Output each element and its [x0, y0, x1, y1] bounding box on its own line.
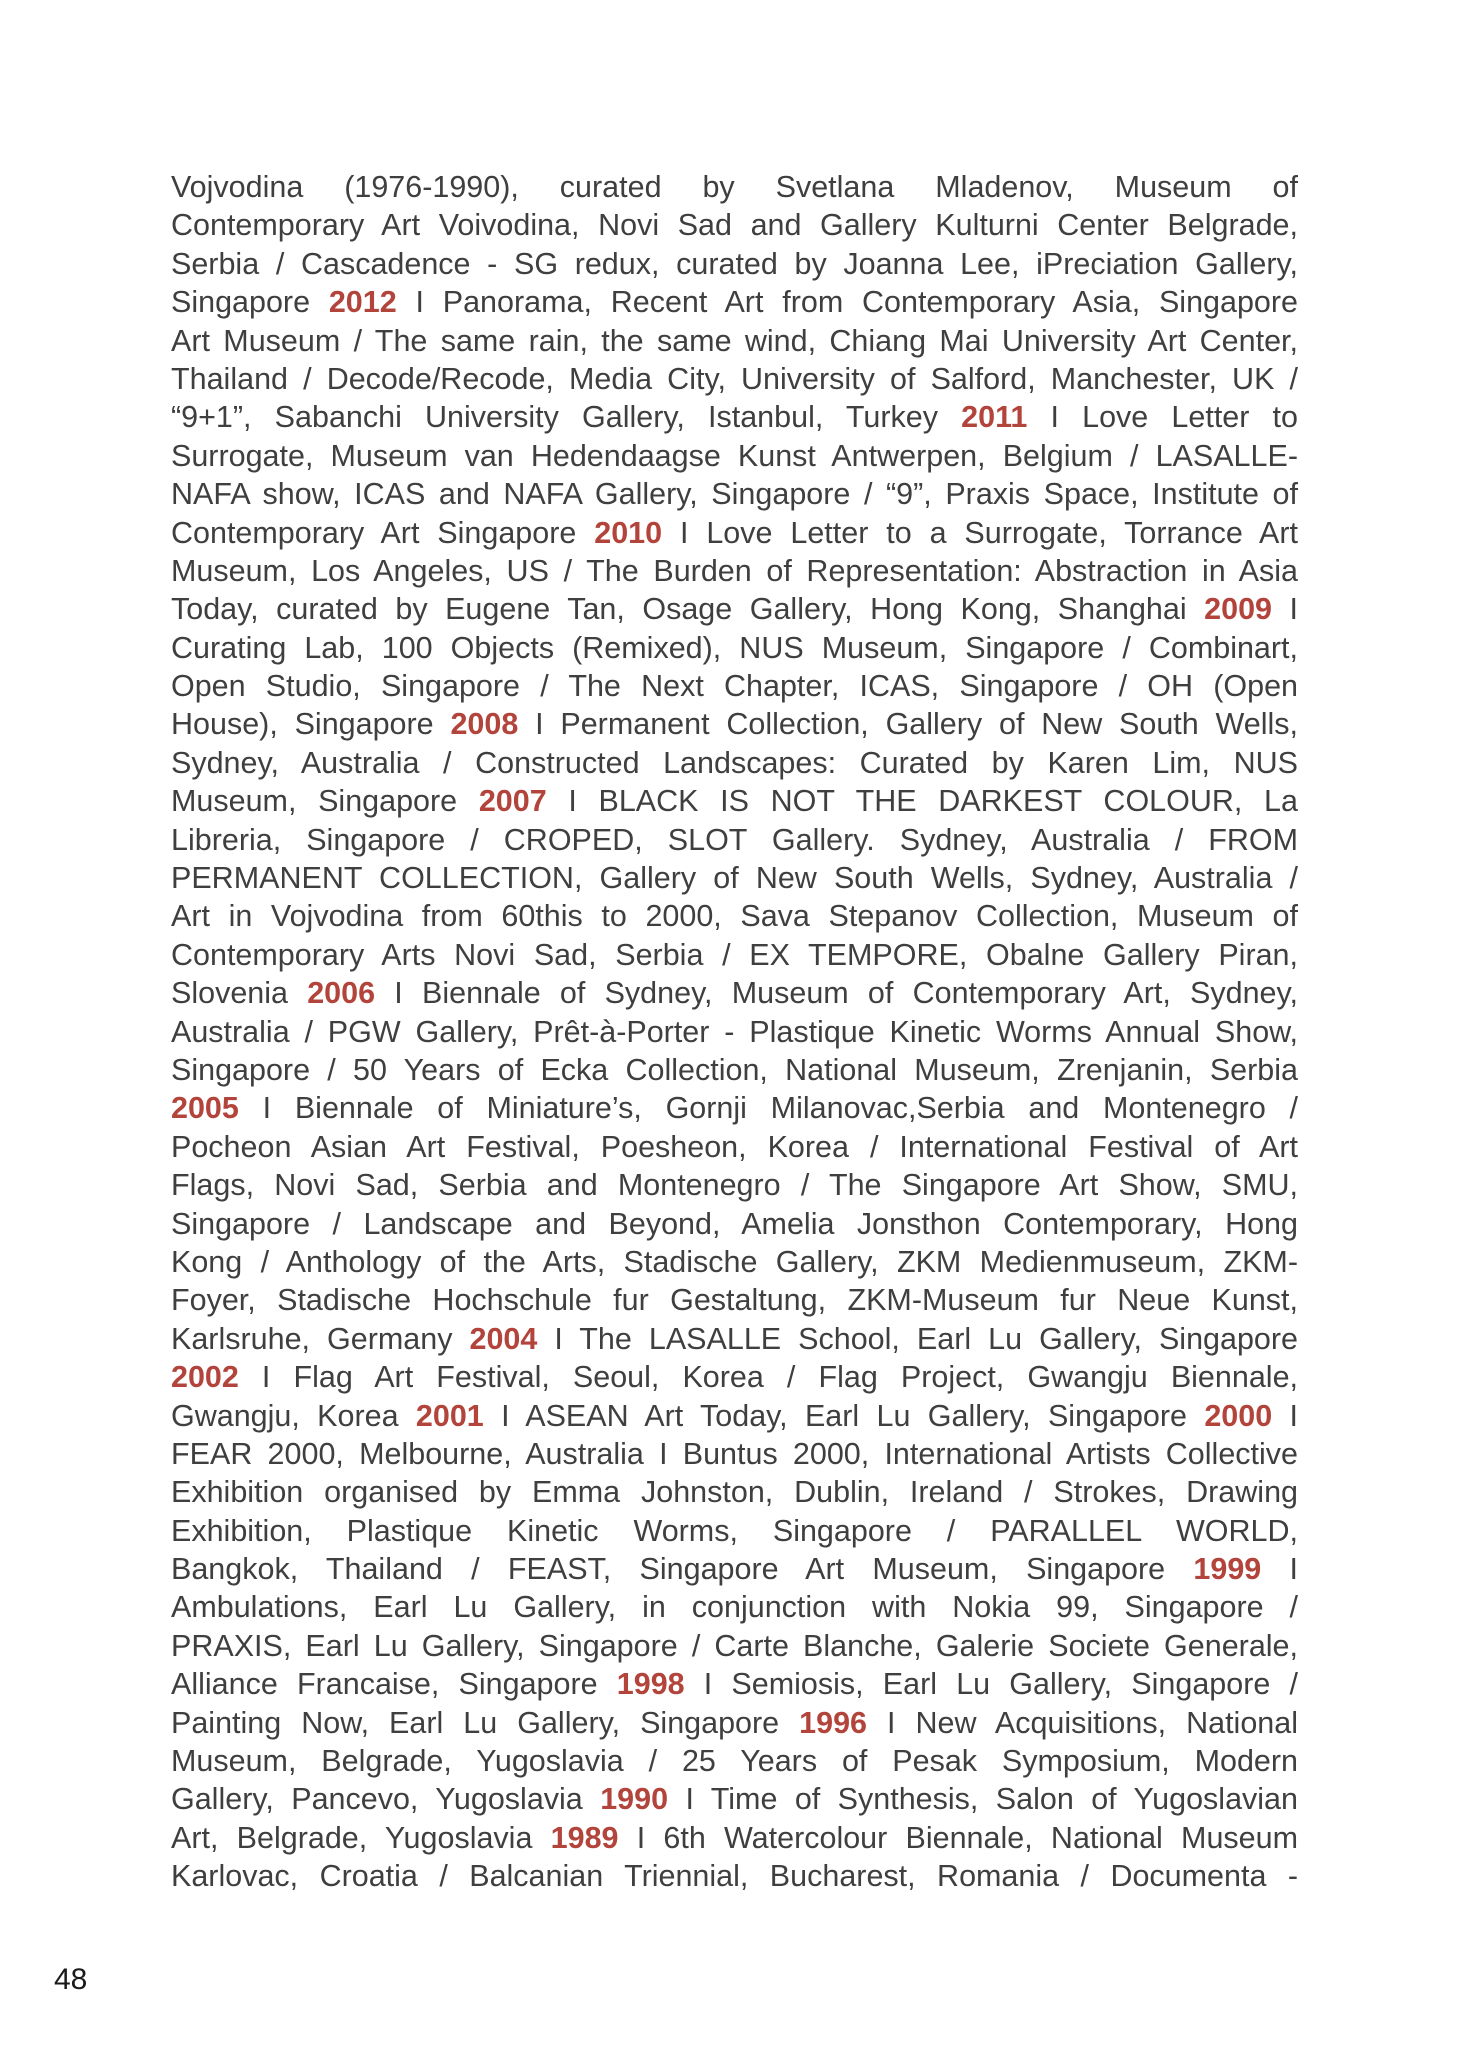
page-number: 48	[54, 1963, 88, 1996]
text-segment: Art in Vojvodina from 60this to 2000, Sava Stepanov Collection, Museum of	[171, 899, 1298, 934]
text-segment: I The LASALLE School, Earl Lu Gallery, Singapore	[537, 1321, 1299, 1356]
text-segment: Alliance Francaise, Singapore	[171, 1667, 617, 1702]
text-line	[171, 1819, 1298, 1857]
text-line	[171, 1243, 1298, 1281]
year-label: 2001	[415, 1398, 484, 1433]
text-line	[171, 360, 1298, 398]
text-line	[171, 1051, 1298, 1089]
text-segment: Contemporary Art Voivodina, Novi Sad and Gallery Kulturni Center Belgrade,	[171, 208, 1298, 243]
text-segment: Surrogate, Museum van Hedendaagse Kunst Antwerpen, Belgium / LASALLE-	[171, 438, 1298, 473]
text-line	[171, 552, 1298, 590]
text-segment: Contemporary Arts Novi Sad, Serbia / EX TEMPORE, Obalne Gallery Piran,	[171, 937, 1298, 972]
text-segment: Kong / Anthology of the Arts, Stadische Gallery, ZKM Medienmuseum, ZKM-	[171, 1244, 1298, 1279]
year-label: 1989	[550, 1820, 619, 1855]
text-segment: Australia / PGW Gallery, Prêt-à-Porter - Plastique Kinetic Worms Annual Show,	[171, 1014, 1298, 1049]
year-label: 2006	[307, 976, 376, 1011]
text-line	[171, 1435, 1298, 1473]
text-segment: I Love Letter to a Surrogate, Torrance Art	[662, 515, 1298, 550]
text-segment: I Panorama, Recent Art from Contemporary Asia, Singapore	[396, 285, 1298, 320]
text-segment: Contemporary Art Singapore	[171, 515, 595, 550]
text-line	[171, 1089, 1298, 1127]
text-segment: Today, curated by Eugene Tan, Osage Gallery, Hong Kong, Shanghai	[171, 592, 1205, 627]
text-line	[171, 1473, 1298, 1511]
text-line	[171, 1588, 1298, 1626]
text-segment: I Biennale of Miniature’s, Gornji Milanovac,Serbia and Montenegro /	[238, 1091, 1298, 1126]
text-line	[171, 1281, 1298, 1319]
year-label: 1990	[600, 1782, 669, 1817]
text-line	[171, 322, 1298, 360]
text-segment: Karlsruhe, Germany	[171, 1321, 470, 1356]
year-label: 1996	[799, 1705, 868, 1740]
text-segment: Ambulations, Earl Lu Gallery, in conjunction with Nokia 99, Singapore /	[171, 1590, 1298, 1625]
text-segment: I	[1272, 592, 1299, 627]
text-segment: Painting Now, Earl Lu Gallery, Singapore	[171, 1705, 800, 1740]
text-segment: I BLACK IS NOT THE DARKEST COLOUR, La	[546, 784, 1298, 819]
year-label: 1999	[1193, 1552, 1262, 1587]
text-line	[171, 1780, 1298, 1818]
text-segment: I	[1272, 1398, 1298, 1433]
year-label: 2008	[450, 707, 519, 742]
text-segment: Exhibition organised by Emma Johnston, Dublin, Ireland / Strokes, Drawing	[171, 1475, 1298, 1510]
text-segment: Open Studio, Singapore / The Next Chapter, ICAS, Singapore / OH (Open	[171, 669, 1298, 704]
text-segment: Serbia / Cascadence - SG redux, curated by Joanna Lee, iPreciation Gallery,	[171, 246, 1298, 281]
text-line	[171, 974, 1298, 1012]
year-label: 2004	[469, 1321, 538, 1356]
text-segment: I Biennale of Sydney, Museum of Contemporary Art, Sydney,	[375, 976, 1298, 1011]
text-segment: Curating Lab, 100 Objects (Remixed), NUS Museum, Singapore / Combinart,	[171, 630, 1298, 665]
text-line	[171, 897, 1298, 935]
text-segment: Karlovac, Croatia / Balcanian Triennial, Bucharest, Romania / Documenta -	[171, 1859, 1298, 1894]
text-line	[171, 1013, 1298, 1051]
text-line	[171, 283, 1298, 321]
text-line	[171, 1128, 1298, 1166]
text-line	[171, 1742, 1298, 1780]
text-line	[171, 1166, 1298, 1204]
text-line	[171, 629, 1298, 667]
text-line	[171, 1704, 1298, 1742]
text-segment: Exhibition, Plastique Kinetic Worms, Singapore / PARALLEL WORLD,	[171, 1513, 1298, 1548]
text-line	[171, 1665, 1298, 1703]
text-segment: NAFA show, ICAS and NAFA Gallery, Singapore / “9”, Praxis Space, Institute of	[171, 477, 1298, 512]
text-segment: Pocheon Asian Art Festival, Poesheon, Korea / International Festival of Art	[171, 1129, 1298, 1164]
text-segment: Slovenia	[171, 976, 308, 1011]
text-line	[171, 667, 1298, 705]
text-segment: Libreria, Singapore / CROPED, SLOT Gallery. Sydney, Australia / FROM	[171, 822, 1298, 857]
text-line	[171, 821, 1298, 859]
text-segment: Museum, Singapore	[171, 784, 479, 819]
text-segment: Sydney, Australia / Constructed Landscapes: Curated by Karen Lim, NUS	[171, 745, 1298, 780]
text-line	[171, 936, 1298, 974]
text-segment: I ASEAN Art Today, Earl Lu Gallery, Singapore	[483, 1398, 1205, 1433]
text-line	[171, 475, 1298, 513]
text-line	[171, 705, 1298, 743]
text-line	[171, 398, 1298, 436]
text-segment: Gwangju, Korea	[171, 1398, 416, 1433]
text-line	[171, 1358, 1298, 1396]
text-segment: I Love Letter to	[1027, 400, 1298, 435]
text-segment: PERMANENT COLLECTION, Gallery of New South Wells, Sydney, Australia /	[171, 861, 1298, 896]
text-line	[171, 1627, 1298, 1665]
text-line	[171, 1512, 1298, 1550]
year-label: 2000	[1204, 1398, 1273, 1433]
text-segment: Singapore	[171, 285, 329, 320]
text-line	[171, 1205, 1298, 1243]
year-label: 2011	[961, 400, 1028, 435]
text-segment: Vojvodina (1976-1990), curated by Svetlana Mladenov, Museum of	[171, 170, 1298, 204]
text-line	[171, 1550, 1298, 1588]
text-line	[171, 1320, 1298, 1358]
text-segment: FEAR 2000, Melbourne, Australia I Buntus 2000, International Artists Collective	[171, 1436, 1298, 1471]
text-segment: I Flag Art Festival, Seoul, Korea / Flag Project, Gwangju Biennale,	[238, 1360, 1298, 1395]
text-segment: Thailand / Decode/Recode, Media City, University of Salford, Manchester, UK /	[171, 361, 1298, 396]
text-line	[171, 590, 1298, 628]
text-segment: I	[1261, 1552, 1298, 1587]
year-label: 2005	[171, 1091, 239, 1126]
text-line	[171, 859, 1298, 897]
year-label: 2007	[478, 784, 547, 819]
text-line	[171, 1397, 1298, 1435]
text-segment: Art, Belgrade, Yugoslavia	[171, 1820, 551, 1855]
text-segment: Singapore / 50 Years of Ecka Collection, National Museum, Zrenjanin, Serbia	[171, 1052, 1298, 1087]
text-segment: Flags, Novi Sad, Serbia and Montenegro / The Singapore Art Show, SMU,	[171, 1168, 1298, 1203]
text-line	[171, 437, 1298, 475]
text-segment: I 6th Watercolour Biennale, National Museum	[618, 1820, 1298, 1855]
year-label: 2012	[328, 285, 397, 320]
text-segment: House), Singapore	[171, 707, 451, 742]
text-segment: I Semiosis, Earl Lu Gallery, Singapore /	[684, 1667, 1298, 1702]
year-label: 1998	[616, 1667, 685, 1702]
text-segment: Singapore / Landscape and Beyond, Amelia Jonsthon Contemporary, Hong	[171, 1206, 1298, 1241]
text-line	[171, 782, 1298, 820]
text-segment: PRAXIS, Earl Lu Gallery, Singapore / Carte Blanche, Galerie Societe Generale,	[171, 1628, 1298, 1663]
text-line	[171, 1857, 1298, 1895]
text-line	[171, 744, 1298, 782]
text-segment: Art Museum / The same rain, the same wind, Chiang Mai University Art Center,	[171, 323, 1298, 358]
year-label: 2002	[171, 1360, 239, 1395]
year-label: 2010	[594, 515, 663, 550]
text-line	[171, 245, 1298, 283]
text-segment: Museum, Belgrade, Yugoslavia / 25 Years of Pesak Symposium, Modern	[171, 1744, 1298, 1779]
text-segment: Foyer, Stadische Hochschule fur Gestaltung, ZKM-Museum fur Neue Kunst,	[171, 1283, 1298, 1318]
text-segment: Bangkok, Thailand / FEAST, Singapore Art Museum, Singapore	[171, 1552, 1194, 1587]
exhibition-history-text	[171, 168, 1298, 1896]
text-segment: I Time of Synthesis, Salon of Yugoslavian	[668, 1782, 1298, 1817]
text-segment: Gallery, Pancevo, Yugoslavia	[171, 1782, 601, 1817]
year-label: 2009	[1204, 592, 1273, 627]
text-line	[171, 168, 1298, 206]
text-line	[171, 514, 1298, 552]
text-segment: Museum, Los Angeles, US / The Burden of Representation: Abstraction in Asia	[171, 553, 1298, 588]
text-segment: “9+1”, Sabanchi University Gallery, Istanbul, Turkey	[171, 400, 962, 435]
text-segment: I New Acquisitions, National	[867, 1705, 1299, 1740]
text-segment: I Permanent Collection, Gallery of New South Wells,	[518, 707, 1299, 742]
text-line	[171, 206, 1298, 244]
